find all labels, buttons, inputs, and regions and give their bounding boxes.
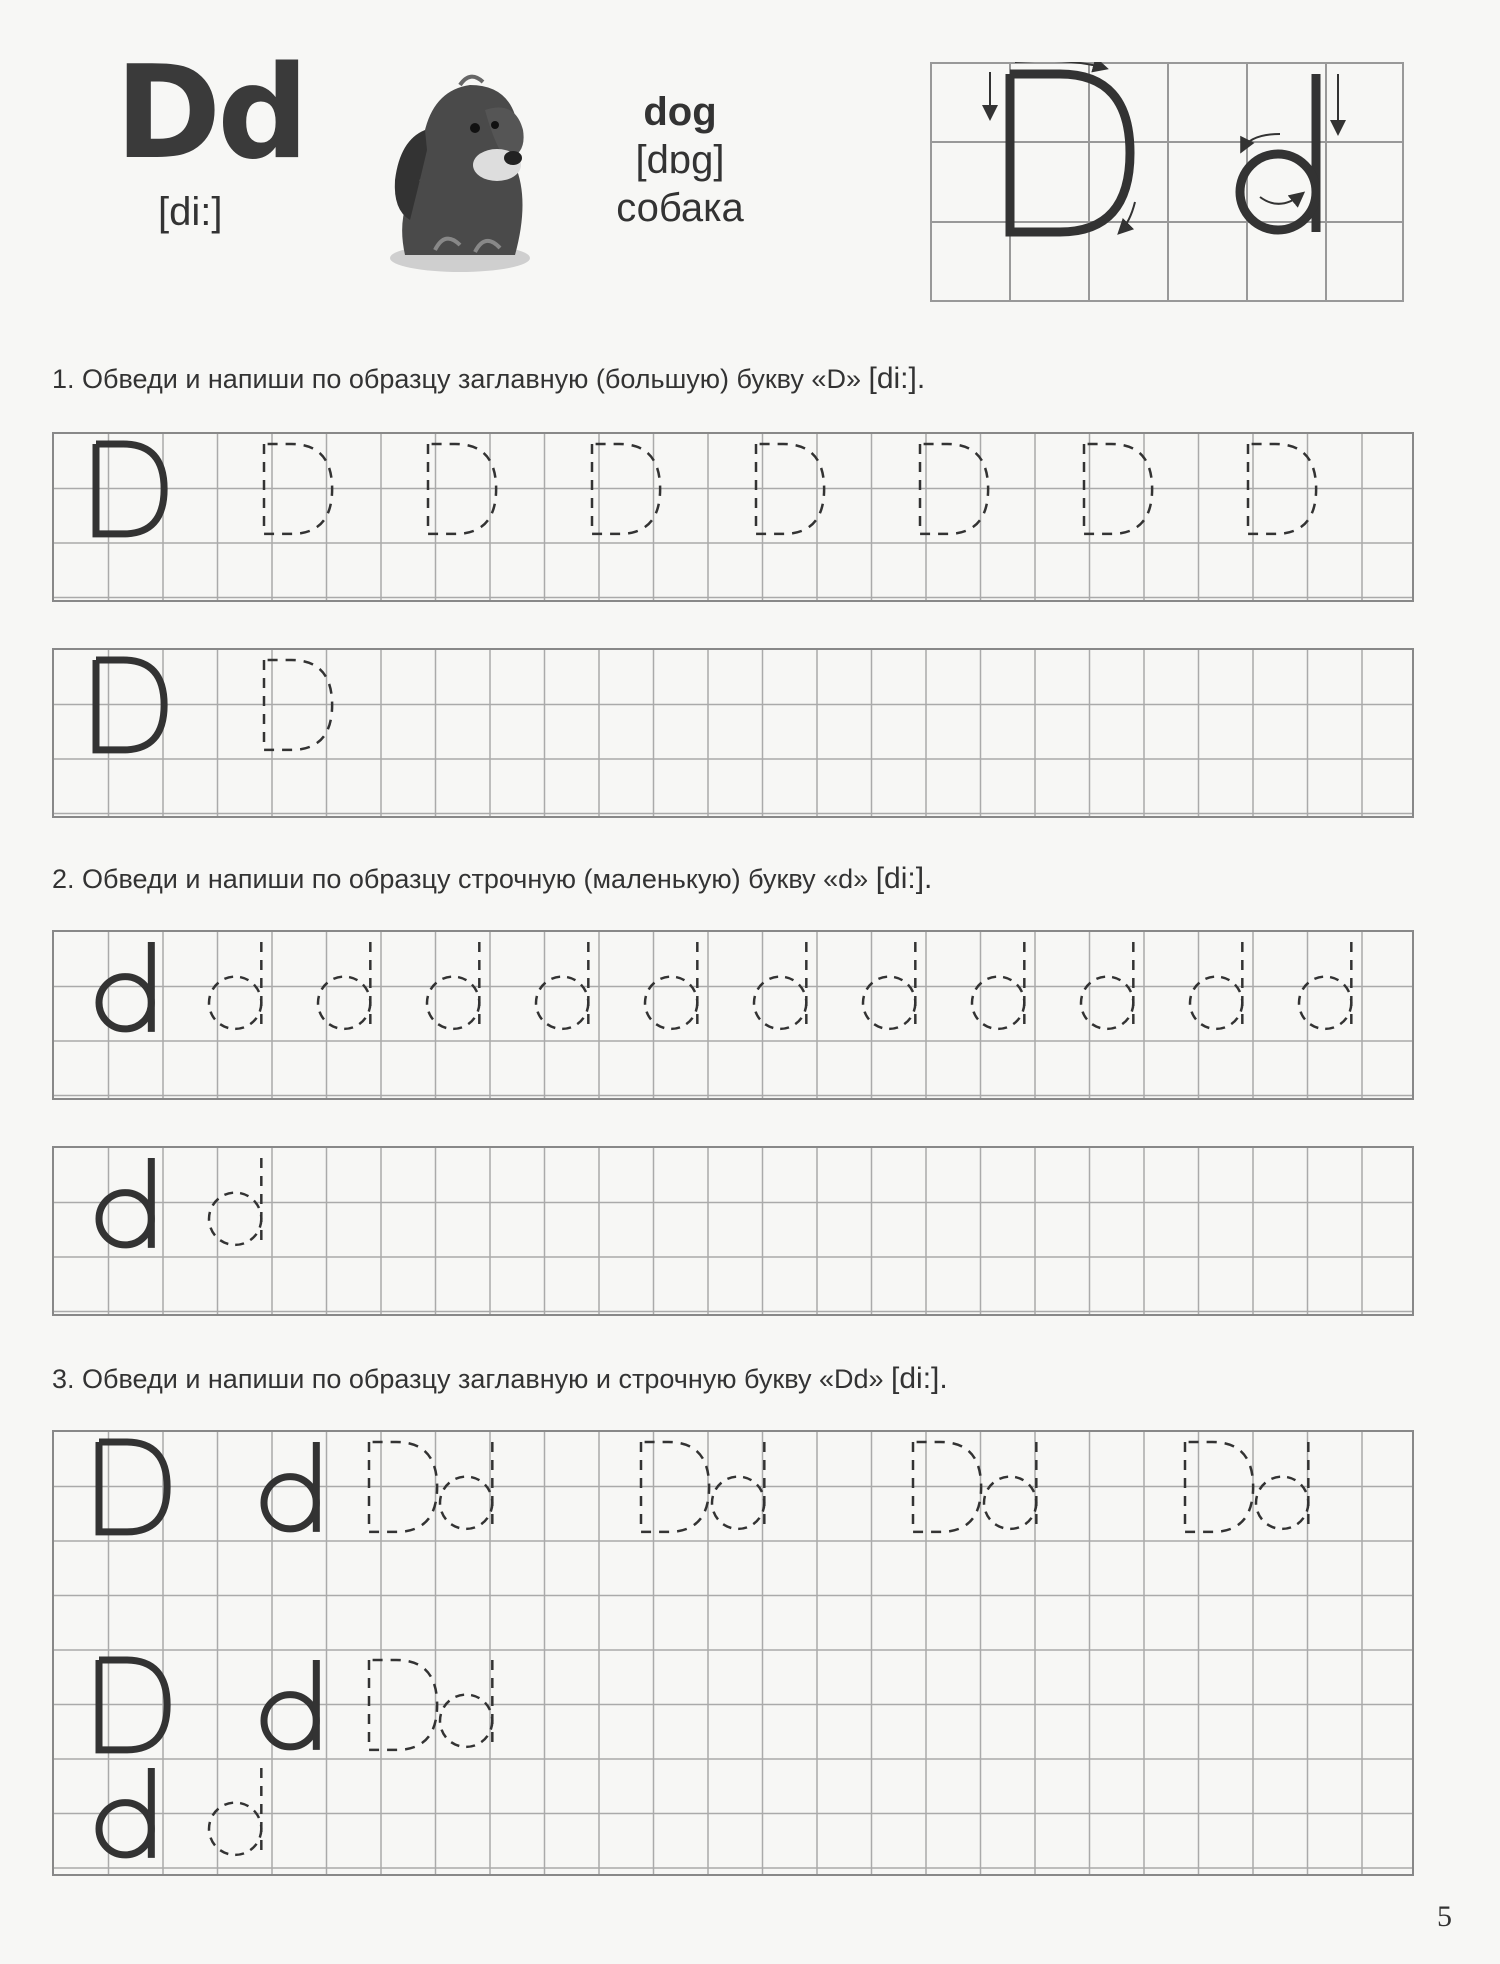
- writing-grid-2a[interactable]: [52, 930, 1414, 1100]
- page-number: 5: [1437, 1900, 1452, 1933]
- letter-transcription: [di:]: [158, 190, 223, 234]
- dog-illustration: [365, 70, 555, 280]
- dashed-d-bowl: [440, 1695, 492, 1747]
- task-3-number: 3.: [52, 1364, 75, 1394]
- letter-title: Dd: [115, 39, 305, 188]
- task-2-number: 2.: [52, 864, 75, 894]
- writing-grid-2b[interactable]: [52, 1146, 1414, 1316]
- task-3-phonetic: [di:].: [891, 1362, 948, 1395]
- sample-d-bowl: [99, 1193, 151, 1245]
- dashed-d-bowl: [1256, 1477, 1308, 1529]
- task-2-instruction: [52, 862, 932, 896]
- task-1-phonetic: [di:].: [868, 362, 926, 395]
- sample-d-bowl: [99, 1803, 151, 1855]
- writing-grid-1a[interactable]: [52, 432, 1414, 602]
- dashed-d-bowl: [984, 1477, 1036, 1529]
- writing-grid-1b[interactable]: [52, 648, 1414, 818]
- task-3-instruction: [52, 1362, 948, 1396]
- dashed-d-bowl: [712, 1477, 764, 1529]
- word-transcription: [dɒg]: [635, 138, 725, 182]
- task-1-number: 1.: [52, 364, 75, 394]
- task-2-text: Обведи и напиши по образцу строчную (маленькую) букву «d»: [82, 864, 869, 894]
- stroke-order-demo: [930, 62, 1410, 312]
- dashed-d-bowl: [440, 1477, 492, 1529]
- example-word: [600, 88, 760, 232]
- task-1-instruction: [52, 362, 925, 396]
- sample-d-bowl: [99, 977, 151, 1029]
- word-english: dog: [643, 90, 717, 134]
- task-2-phonetic: [di:].: [875, 862, 933, 895]
- task-1-text: Обведи и напиши по образцу заглавную (большую) букву «D»: [82, 364, 861, 394]
- word-translation: собака: [616, 186, 744, 230]
- task-3-text: Обведи и напиши по образцу заглавную и строчную букву «Dd»: [82, 1364, 884, 1394]
- writing-grid-3[interactable]: [52, 1430, 1414, 1876]
